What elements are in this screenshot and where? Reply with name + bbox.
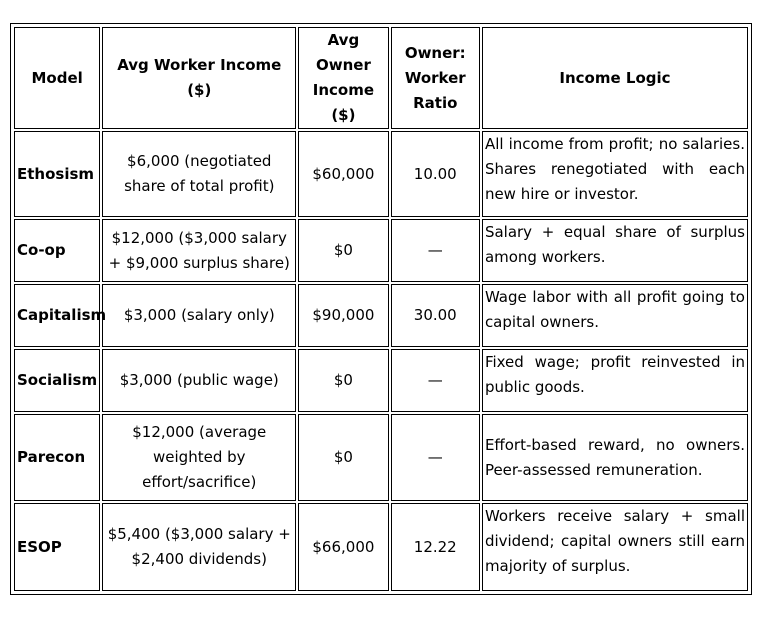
cell-income-logic: All income from profit; no salaries. Shares renegotiated with each new hire or investor. (482, 131, 748, 217)
cell-owner-income: $0 (298, 414, 388, 501)
header-ratio: Owner: Worker Ratio (391, 27, 480, 129)
income-comparison-table (12, 25, 750, 593)
cell-ratio: 30.00 (391, 284, 480, 347)
cell-model: Co-op (14, 219, 100, 282)
table-row (14, 131, 748, 217)
cell-worker-income: $12,000 ($3,000 salary + $9,000 surplus share) (102, 219, 296, 282)
header-worker-income: Avg Worker Income ($) (102, 27, 296, 129)
table-row (14, 284, 748, 347)
cell-model: Ethosism (14, 131, 100, 217)
cell-income-logic: Salary + equal share of surplus among workers. (482, 219, 748, 282)
cell-model: Parecon (14, 414, 100, 501)
cell-worker-income: $3,000 (salary only) (102, 284, 296, 347)
income-comparison-table-frame (10, 23, 752, 595)
cell-ratio: 10.00 (391, 131, 480, 217)
cell-worker-income: $12,000 (average weighted by effort/sacrifice) (102, 414, 296, 501)
cell-worker-income: $5,400 ($3,000 salary + $2,400 dividends) (102, 503, 296, 591)
cell-income-logic: Effort-based reward, no owners. Peer-assessed remuneration. (482, 414, 748, 501)
cell-model: ESOP (14, 503, 100, 591)
cell-worker-income: $3,000 (public wage) (102, 349, 296, 412)
cell-income-logic: Fixed wage; profit reinvested in public goods. (482, 349, 748, 412)
table-row (14, 503, 748, 591)
cell-ratio: 12.22 (391, 503, 480, 591)
cell-owner-income: $0 (298, 219, 388, 282)
table-row (14, 414, 748, 501)
cell-model: Socialism (14, 349, 100, 412)
header-row (14, 27, 748, 129)
cell-owner-income: $60,000 (298, 131, 388, 217)
cell-income-logic: Wage labor with all profit going to capital owners. (482, 284, 748, 347)
cell-ratio: — (391, 219, 480, 282)
cell-income-logic: Workers receive salary + small dividend; capital owners still earn majority of surplus. (482, 503, 748, 591)
cell-model: Capitalism (14, 284, 100, 347)
cell-owner-income: $90,000 (298, 284, 388, 347)
header-owner-income: Avg Owner Income ($) (298, 27, 388, 129)
cell-owner-income: $66,000 (298, 503, 388, 591)
header-model: Model (14, 27, 100, 129)
cell-worker-income: $6,000 (negotiated share of total profit) (102, 131, 296, 217)
table-row (14, 219, 748, 282)
table-row (14, 349, 748, 412)
cell-ratio: — (391, 414, 480, 501)
cell-ratio: — (391, 349, 480, 412)
cell-owner-income: $0 (298, 349, 388, 412)
header-income-logic: Income Logic (482, 27, 748, 129)
